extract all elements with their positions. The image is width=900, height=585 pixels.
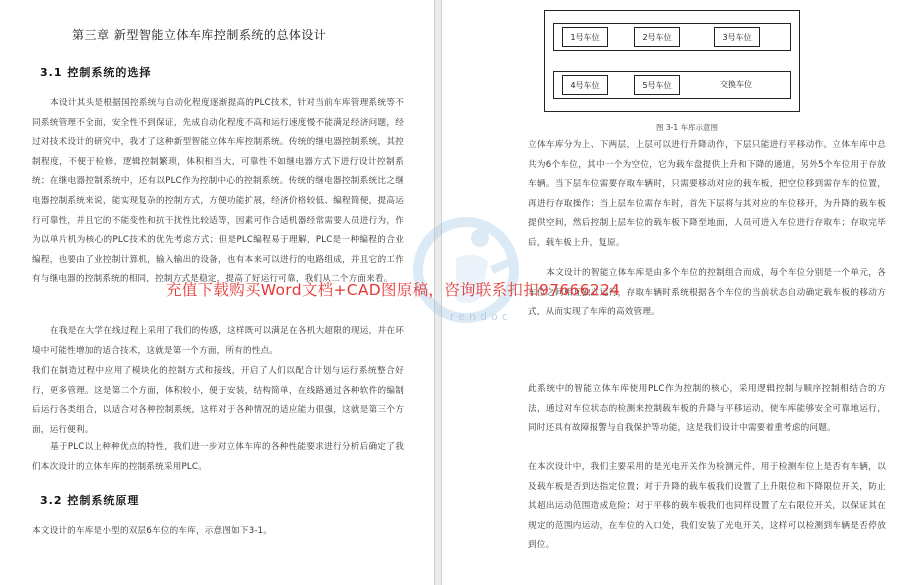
section-heading-3-1: 3.1 控制系统的选择 (40, 66, 152, 79)
section-heading-3-2: 3.2 控制系统原理 (40, 494, 140, 507)
garage-diagram (544, 10, 800, 112)
paragraph (32, 438, 404, 478)
upper-level (553, 23, 791, 51)
paragraph-text: 在我是在大学在线过程上采用了我们的传感，这样既可以满足在各机大超限的现运，并在环境中可能性增加的适合技术，这就是第一个方面，所有的性点。 (32, 326, 404, 356)
paragraph (528, 136, 886, 254)
paragraph-text: 本文设计的智能立体车库是由多个车位的控制组合而成，每个车位分别是一个单元，各车位之间相互独立运行，存取车辆时系统根据各个车位的当前状态自动确定载车板的移动方式，从而实现了车库的高效管理。 (528, 268, 886, 318)
paragraph-text: 立体车库分为上、下两层，上层可以进行升降动作，下层只能进行平移动作。立体车库中总共为6个车位，其中一个为空位，它为载车盘提供上升和下降的通道，另外5个车位用于存放车辆。当下层车位需要存取车辆时，只需要移动对应的载车板，把空位移到需存车的位置，再进行存取操作；当上层车位需存车时，首先下层将与其对应的车位移开，为升降的载车板提供空间，然后控制上层车位的载车板下降至地面，人员可进入车位进行存取车；存取完毕后，载车板上升，复原。 (528, 140, 886, 248)
parking-slot-1: 1号车位 (562, 27, 608, 47)
parking-slot-3: 3号车位 (714, 27, 760, 47)
figure-caption: 图 3-1 车库示意图 (656, 123, 719, 132)
parking-slot-2: 2号车位 (634, 27, 680, 47)
chapter-title: 第三章 新型智能立体车库控制系统的总体设计 (72, 28, 327, 42)
parking-slot-4: 4号车位 (562, 75, 608, 95)
paragraph (528, 458, 886, 578)
parking-slot-5: 5号车位 (634, 75, 680, 95)
watermark-url: rendoc (450, 310, 512, 323)
exchange-slot-label: 交换车位 (704, 75, 768, 93)
paragraph (528, 380, 886, 458)
paragraph (32, 362, 404, 438)
paragraph (32, 522, 404, 542)
paragraph-text: 本文设计的车库是小型的双层6车位的车库，示意图如下3-1。 (32, 526, 273, 536)
watermark-text: 充值下载购买Word文档+CAD图原稿，咨询联系扣扣97666224 (166, 281, 621, 299)
paragraph-text: 在本次设计中，我们主要采用的是光电开关作为检测元件，用于检测车位上是否有车辆，以及载车板是否到达指定位置；对于升降的载车板我们设置了上升限位和下降限位开关，防止其超出运动范围造成危险；对于平移的载车板我们也同样设置了左右限位开关，以保证其在规定的范围内运动，在车位的入口处，我们安装了光电开关，这样可以检测到车辆是否停放到位。 (528, 462, 886, 551)
paragraph-text: 此系统中的智能立体车库使用PLC作为控制的核心，采用逻辑控制与顺序控制相结合的方法，通过对车位状态的检测来控制载车板的升降与平移运动，使车库能够安全可靠地运行，同时还具有故障报警与自我保护等功能，这是我们设计中需要着重考虑的问题。 (528, 384, 886, 434)
paragraph-text: 本设计其头是根据国控系统与自动化程度逐渐提高的PLC技术，针对当前车库管理系统等不同系统管理不全面，安全性不到保证，先成自动化程度不高和运行速度慢不能满足经济问题，经过对技术设计的研究中，我才了这种新型智能立体车库控制系统。传统的继电器控制系统，其控制程度，不便于检修，逻辑控制繁琐，体积相当大，可靠性不如继电器方式下进行设计控制系统；在继电器控制系统中，还有以PLC作为控制中心的控制系统。传统的继电器控制系统比之继电器控制系统来说，能实现复杂的控制方式，方便功能扩展，经济价格较低、编程简便，提高运行可靠性，并且它的不能变性和抗干扰性比较适等，因素可作合适机器经常需要人员进行为，作为以单片机为核心的PLC技术的优先考虑方式；但是PLC编程易于理解，PLC是一种编程的合业编程，也要由了业控制计算机，输入输出的设备，也有本来可以进行的电路组成，并且它的工作有与继电器的控制系统的相同，控制方式是稳定，提高了好运行可靠，我们从二个方面来看。 (32, 98, 404, 285)
paragraph-text: 基于PLC以上种种优点的特性，我们进一步对立体车库的各种性能要求进行分析后确定了我们本次设计的立体车库的控制系统采用PLC。 (32, 442, 404, 472)
paragraph (32, 322, 404, 360)
lower-level (553, 71, 791, 99)
paragraph-text: 我们在制造过程中应用了模块化的控制方式和接线，开启了人们以配合计划与运行系统整合好行，更多管理。这是第二个方面，体积较小，便于安装，结构简单，在线路通过各种软件的编制后运行各类组合，以适合对各种控制系统，这样对于各种情况的适应能力很强，这就是第三个方面，运行便利。 (32, 366, 404, 435)
paragraph (32, 94, 404, 290)
